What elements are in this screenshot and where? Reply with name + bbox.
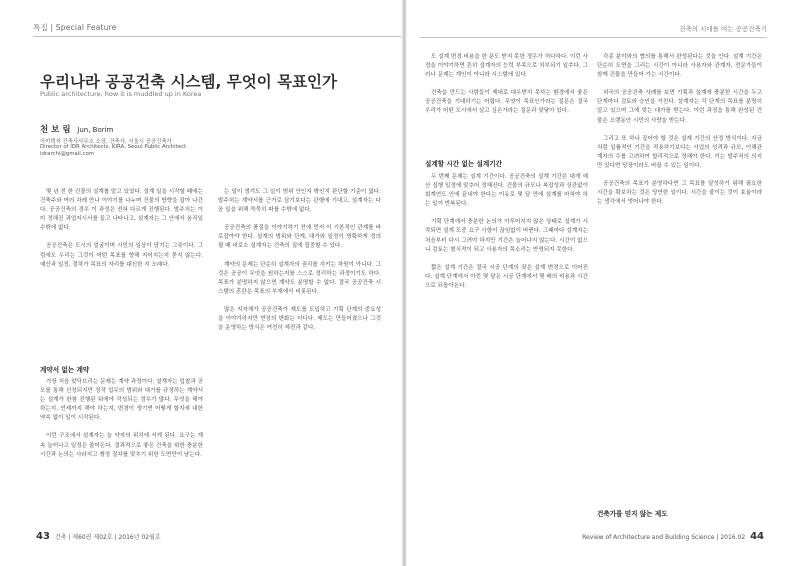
body-column-3-continued	[425, 173, 588, 520]
footer-journal-ko: 건축 | 제60권 제02호 | 2016년 02월호	[54, 534, 161, 541]
body-paragraph: 각종 분야와의 협의를 통해서 완성된다는 것을 안다. 설계 기간은 단순히 도면을 그리는 시간이 아니라 사용자와 관계자, 전문가들이 함께 건물을 만들어 가는 시간이다.	[597, 54, 762, 79]
body-column-4	[597, 53, 762, 501]
page-number-right: 44	[750, 531, 764, 542]
body-paragraph: 도 설계 변경 비용을 한 푼도 받지 못한 경우가 허다하다. 이런 사정을 이야기하면 흔히 설계자의 능력 부족으로 치부되기 일쑤다. 그러나 문제는 개인이 아니라 시스템에 있다.	[425, 54, 588, 79]
body-column-3	[425, 53, 588, 151]
article-subtitle: Public architecture, how it is muddled up in Korea	[40, 90, 202, 98]
body-paragraph: 이런 구조에서 설계자는 늘 약자의 위치에 서게 된다. 요구는 계속 늘어나고 일정은 줄어든다. 결과적으로 좋은 건축을 위한 충분한 시간과 논의는 사라지고 행정 절차를 맞추기 위한 도면만이 남는다.	[40, 433, 203, 458]
running-header: 건축의 시대를 여는 공공건축기	[679, 25, 767, 33]
body-column-2	[218, 188, 381, 520]
author-affiliation-en: Director of IDR Architects, KIRA, Seoul Public Architect	[40, 144, 187, 150]
footer-right	[582, 531, 767, 542]
body-paragraph: 가장 처음 맞닥뜨리는 문제는 계약 과정이다. 설계자는 입찰과 공모를 통해 선정되지만 정작 업무의 범위와 대가를 규정하는 계약서는 설계가 한참 진행된 뒤에야 작성되는 경우가 많다. 무엇을 해야 하는지, 언제까지 해야 하는지, 변경이 생기면 어떻게 할지에 대한 약속 없이 일이 시작된다.	[40, 379, 203, 422]
body-column-1-continued	[40, 378, 203, 520]
header-rule-right	[420, 37, 767, 38]
section-heading-design-period: 설계할 시간 없는 설계기간	[425, 160, 502, 168]
body-paragraph: 는 일이 생겨도 그 일이 범위 안인지 밖인지 판단할 기준이 없다. 발주처는 계약서를 근거로 삼기보다는 관행에 기대고, 설계자는 다음 일을 위해 묵묵히 따를 수밖에 없다.	[218, 189, 381, 214]
body-paragraph: 많은 지자체가 공공건축가 제도를 도입하고 기획 단계의 중요성을 이야기하지만 현장의 변화는 더디다. 제도는 만들어졌으나 그것을 운영하는 방식은 여전히 예전과 같다.	[218, 306, 381, 332]
section-heading-system: 건축가를 믿지 않는 제도	[597, 510, 668, 518]
author-line	[40, 123, 113, 135]
body-paragraph: 공공건축의 품질을 이야기하기 전에 먼저 이 기본적인 관계를 바로잡아야 한다. 설계의 범위와 단계, 대가와 일정이 명확하게 정의될 때 비로소 설계자는 건축의 질에 집중할 수 있다.	[218, 225, 381, 250]
book-spine	[401, 0, 407, 566]
author-affiliation-ko: 아키텍처 건축사사무소 소장, 건축사, 서울시 공공건축가	[40, 139, 172, 145]
author-name: 천 보 림	[40, 125, 71, 135]
body-paragraph: 몇 년 전 한 건물의 설계를 맡고 있었다. 설계 일을 시작할 때에는 건축주와 여러 차례 만나 이야기를 나누며 건물의 방향을 잡아 나간다. 공공건축의 경우 이 과정은 전혀 다르게 진행된다. 발주처는 이미 정해진 과업지시서를 들고 나타나고, 설계자는 그 안에서 움직일 수밖에 없다.	[40, 189, 203, 232]
author-name-en: Jun, Borim	[77, 126, 114, 134]
header-rule-left	[33, 36, 401, 37]
page-number-left: 43	[36, 531, 50, 542]
body-paragraph: 공공건축은 도시의 얼굴이며 시민의 일상이 담기는 그릇이다. 그럼에도 우리는 그것이 어떤 목표를 향해 지어지는지 묻지 않는다. 예산과 일정, 절차가 목표의 자리를 대신한 지 오래다.	[40, 243, 203, 268]
footer-journal-en: Review of Architecture and Building Science | 2016.02	[582, 534, 746, 541]
author-email: idrarchi@gmail.com	[40, 151, 95, 157]
article-title: 우리나라 공공건축 시스템, 무엇이 목표인가	[40, 73, 337, 91]
body-paragraph: 계약의 문제는 단순히 설계자의 권리를 지키는 차원이 아니다. 그것은 공공이 무엇을 원하는지를 스스로 정리하는 과정이기도 하다. 목표가 분명하지 않으면 계약도 분명할 수 없다. 결국 공공건축 시스템의 혼란은 목표의 부재에서 비롯된다.	[218, 261, 381, 295]
section-header: 특집 | Special Feature	[33, 23, 117, 32]
body-paragraph: 건축을 만드는 사람들이 제대로 대우받지 못하는 환경에서 좋은 공공건축을 기대하기는 어렵다. 무엇이 목표인가라는 질문은 결국 우리가 어떤 도시에서 살고 싶은가라는 질문과 맞닿아 있다.	[425, 90, 588, 115]
body-paragraph: 외국의 공공건축 사례를 보면 기획과 설계에 충분한 시간을 두고 단계마다 검토와 승인을 거친다. 설계자는 각 단계의 목표를 분명히 알고 있으며 그에 맞는 대가를 받는다. 이런 과정을 통해 완성된 건물은 오랫동안 시민의 사랑을 받는다.	[597, 90, 762, 124]
footer-left	[33, 531, 161, 542]
body-paragraph: 그리고 또 하나 짚어야 할 것은 설계 기간의 산정 방식이다. 지금처럼 일률적인 기간을 적용하기보다는 사업의 성격과 규모, 이해관계자의 수를 고려하여 합리적으로 정해야 한다. 이는 발주처의 의지만 있다면 당장이라도 바꿀 수 있는 일이다.	[597, 135, 762, 169]
body-column-1	[40, 188, 203, 358]
body-paragraph: 짧은 설계 기간은 결국 시공 단계의 잦은 설계 변경으로 이어진다. 설계 단계에서 아낀 몇 달은 시공 단계에서 몇 배의 비용과 시간으로 되돌아온다.	[425, 264, 588, 289]
section-heading-contract: 계약서 없는 계약	[40, 366, 90, 374]
body-paragraph: 기획 단계에서 충분한 논의가 이루어지지 않은 상태로 설계가 시작되면 설계 도중 요구 사항이 끊임없이 바뀐다. 그때마다 설계자는 처음부터 다시 그려야 하지만 기간은 늘어나지 않는다. 시간이 없으니 검토는 형식적이 되고 사용자의 목소리는 반영되지 못한다.	[425, 219, 588, 253]
body-paragraph: 두 번째 문제는 설계 기간이다. 공공건축의 설계 기간은 대개 예산 집행 일정에 맞추어 정해진다. 건물의 규모나 복잡성과 상관없이 회계연도 안에 끝내야 한다는 이유로 몇 달 만에 설계를 마쳐야 하는 일이 반복된다.	[425, 174, 588, 208]
body-paragraph: 공공건축의 목표가 분명하다면 그 목표를 달성하기 위해 필요한 시간을 확보하는 것은 당연한 일이다. 시간을 줄이는 것이 효율이라는 생각에서 벗어나야 한다.	[597, 181, 762, 206]
